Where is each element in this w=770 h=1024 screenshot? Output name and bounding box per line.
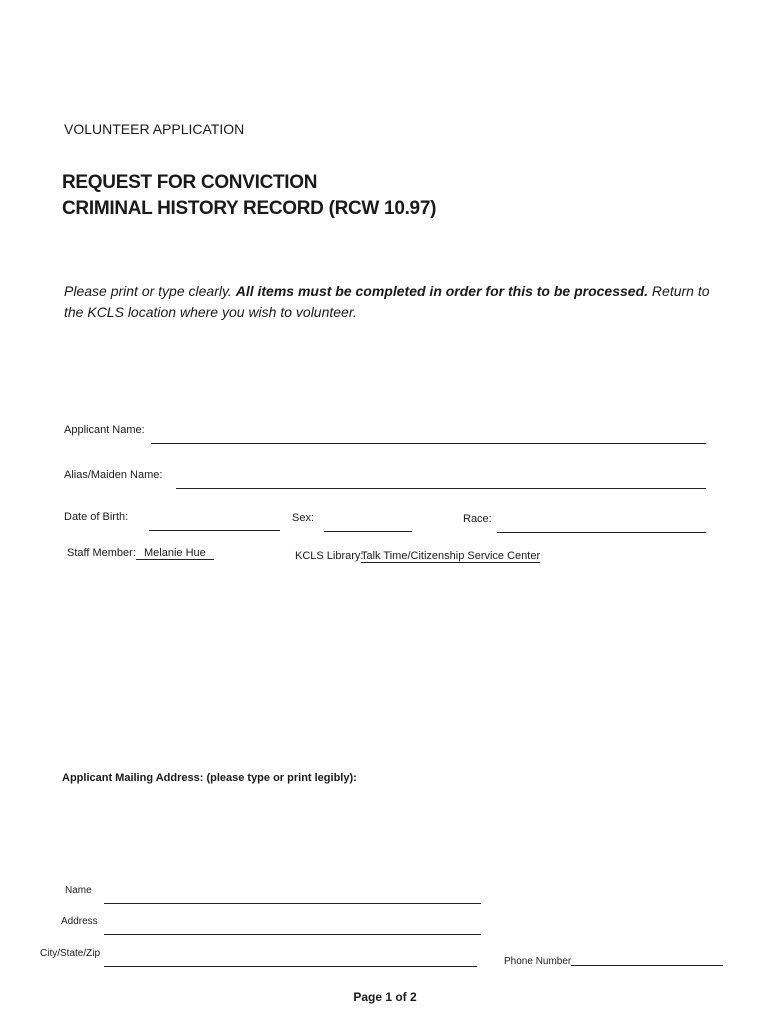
race-label: Race: [463, 513, 492, 525]
mailing-address-label: Address [61, 916, 98, 927]
city-state-zip-label: City/State/Zip [40, 948, 101, 959]
alias-maiden-name-field[interactable] [176, 488, 706, 489]
date-of-birth-field[interactable] [149, 530, 280, 531]
kcls-library-value[interactable]: Talk Time/Citizenship Service Center [361, 550, 541, 562]
sex-label: Sex: [292, 512, 315, 524]
applicant-name-label: Applicant Name: [64, 424, 145, 436]
mailing-address-heading: Applicant Mailing Address: (please type or print legibly): [62, 772, 357, 784]
instructions-part-3: Return to the KCLS location where you wish to volunteer. [64, 283, 710, 320]
sex-field[interactable] [324, 531, 412, 532]
alias-maiden-name-label: Alias/Maiden Name: [64, 469, 163, 481]
phone-number-label: Phone Number [504, 956, 572, 967]
instructions-part-1: Please print or type clearly. [64, 283, 236, 299]
page-number: Page 1 of 2 [353, 990, 417, 1004]
instructions-required-note: All items must be completed in order for this to be processed. [235, 283, 649, 299]
mailing-name-label: Name [65, 885, 92, 896]
city-state-zip-field[interactable] [104, 966, 477, 967]
applicant-name-field[interactable] [151, 443, 706, 444]
race-field[interactable] [497, 532, 706, 533]
form-title-line-1: REQUEST FOR CONVICTION [62, 172, 318, 193]
kcls-library-label: KCLS Library: [295, 550, 364, 562]
date-of-birth-label: Date of Birth: [64, 511, 129, 523]
staff-member-label: Staff Member: [67, 547, 136, 559]
mailing-address-field[interactable] [104, 934, 481, 935]
staff-member-value[interactable]: Melanie Hue [136, 547, 214, 560]
phone-number-field[interactable] [571, 965, 723, 966]
form-title-line-2: CRIMINAL HISTORY RECORD (RCW 10.97) [62, 198, 437, 219]
form-type-label: VOLUNTEER APPLICATION [64, 121, 245, 137]
mailing-name-field[interactable] [104, 903, 481, 904]
instructions-text [64, 281, 724, 323]
